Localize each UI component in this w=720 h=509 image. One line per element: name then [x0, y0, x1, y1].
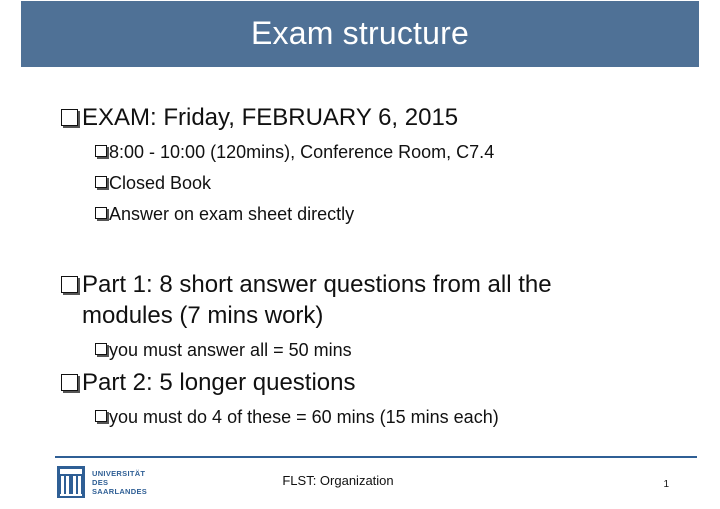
checkbox-bullet-icon — [95, 176, 107, 188]
checkbox-bullet-icon — [61, 374, 78, 391]
bullet-text: 8:00 - 10:00 (120mins), Conference Room, C7.4 — [109, 142, 495, 162]
logo-line: DES — [92, 477, 109, 487]
sub-bullet-answer-all — [95, 339, 352, 361]
sub-bullet-closed-book — [95, 172, 211, 194]
logo-line: UNIVERSITÄT — [92, 468, 146, 478]
sub-bullet-answer-sheet — [95, 203, 354, 225]
bullet-text: Closed Book — [109, 173, 212, 193]
bullet-text: Part 2: 5 longer questions — [82, 369, 356, 396]
page-number: 1 — [663, 479, 669, 490]
title-bar — [21, 1, 699, 67]
checkbox-bullet-icon — [61, 276, 78, 293]
bullet-text: Answer on exam sheet directly — [109, 204, 355, 224]
bullet-part-1 — [61, 269, 552, 300]
checkbox-bullet-icon — [95, 145, 107, 157]
checkbox-bullet-icon — [95, 207, 107, 219]
bullet-text: you must answer all = 50 mins — [109, 340, 352, 360]
footer-divider — [55, 456, 697, 458]
checkbox-bullet-icon — [61, 109, 78, 126]
sub-bullet-do-four — [95, 406, 499, 428]
footer-title: FLST: Organization — [282, 473, 394, 488]
sub-bullet-time-room — [95, 141, 494, 163]
logo-line: SAARLANDES — [92, 486, 148, 496]
checkbox-bullet-icon — [95, 343, 107, 355]
bullet-text: you must do 4 of these = 60 mins (15 mins each) — [109, 407, 499, 427]
slide-title: Exam structure — [251, 14, 469, 51]
bullet-text: Part 1: 8 short answer questions from all the — [82, 271, 552, 298]
bullet-text: modules (7 mins work) — [82, 302, 324, 329]
checkbox-bullet-icon — [95, 410, 107, 422]
bullet-text: EXAM: Friday, FEBRUARY 6, 2015 — [82, 104, 459, 131]
bullet-exam-date — [61, 102, 458, 133]
bullet-part-2 — [61, 367, 356, 398]
bullet-part-1-continued — [82, 300, 323, 331]
